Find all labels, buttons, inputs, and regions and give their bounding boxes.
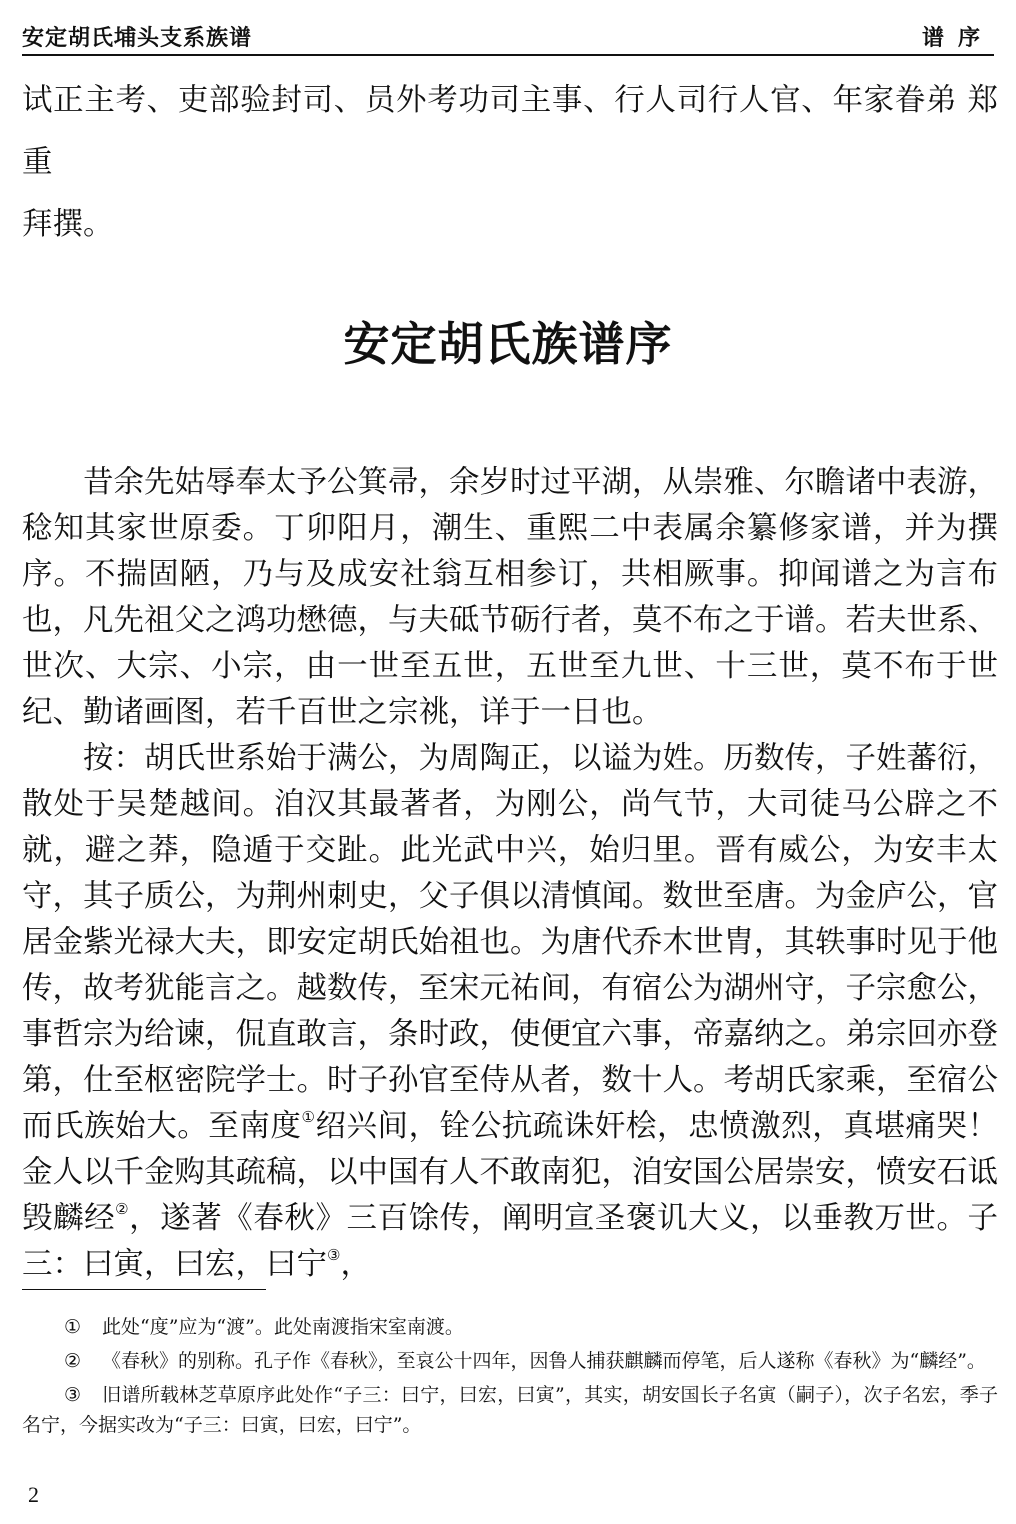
paragraph-2-part-a: 按：胡氏世系始于满公，为周陶正，以谥为姓。历数传，子姓蕃衍，散处于吴楚越间。洎汉其最著者，为刚公，尚气节，大司徒马公辟之不就，避之莽，隐遁于交趾。此光武中兴，始归里。晋有威公，为安丰太守，其子质公，为荆州刺史，父子俱以清慎闻。数世至唐。为金庐公，官居金紫光禄大夫，即安定胡氏始祖也。为唐代乔木世胄，其轶事时见于他传，故考犹能言之。越数传，至宋元祐间，有宿公为湖州守，子宗愈公，事哲宗为给谏，侃直敢言，条时政，使便宜六事，帝嘉纳之。弟宗回亦登第，仕至枢密院学士。时子孙官至侍从者，数十人。考胡氏家乘，至宿公而氏族始大。至南度: [22, 741, 998, 1144]
continuation-text: [22, 70, 998, 256]
footnote-2: [22, 1346, 998, 1376]
footnote-1-number: ①: [64, 1316, 82, 1338]
paragraph-1: 昔余先姑辱奉太予公箕帚，余岁时过平湖，从崇雅、尔瞻诸中表游，稔知其家世原委。丁卯阳月，潮生、重熙二中表属余纂修家谱，并为撰序。不揣固陋，乃与及成安社翁互相参订，共相厥事。抑闻谱之为言布也，凡先祖父之鸿功懋德，与夫砥节砺行者，莫不布之于谱。若夫世系、世次、大宗、小宗，由一世至五世，五世至九世、十三世，莫不布于世纪、勤诸画图，若千百世之宗祧，详于一日也。: [22, 465, 998, 730]
header-section: 谱序: [921, 25, 994, 51]
continuation-line-2: 拜撰。: [22, 207, 114, 242]
footnote-2-text: 《春秋》的别称。孔子作《春秋》，至哀公十四年，因鲁人捕获麒麟而停笔，后人遂称《春秋》为“麟经”。: [102, 1350, 986, 1372]
paragraph-2-part-b: 绍兴间，铨公抗疏诛奸桧，忠愤激烈，真堪痛哭！金人以千金购其疏稿，以中国有人不敢南犯，洎安国公居崇安，愤安石诋毁麟经: [22, 1109, 998, 1236]
paragraph-2: [22, 736, 998, 1288]
footnote-mark-3[interactable]: ③: [327, 1246, 341, 1264]
section-title: 安定胡氏族谱序: [343, 317, 673, 371]
footnotes: [22, 1312, 998, 1444]
footnote-3: [22, 1380, 998, 1440]
footnote-1-text: 此处“度”应为“渡”。此处南渡指宋室南渡。: [102, 1316, 464, 1338]
footnote-2-number: ②: [64, 1350, 82, 1372]
page-number: 2: [28, 1482, 39, 1507]
footnote-mark-2[interactable]: ②: [115, 1200, 130, 1218]
running-header: [22, 18, 994, 56]
footnote-mark-1[interactable]: ①: [301, 1108, 316, 1126]
paragraph-2-part-d: ，: [340, 1247, 371, 1282]
preface-body: [22, 460, 998, 1288]
header-book-title: 安定胡氏埔头支系族谱: [22, 25, 253, 51]
continuation-line-1: 试正主考、吏部验封司、员外考功司主事、行人司行人官、年家眷弟 郑重: [22, 83, 998, 180]
footnote-divider: [22, 1289, 266, 1290]
footnote-1: [22, 1312, 998, 1342]
footnote-3-text: 旧谱所载林芝草原序此处作“子三：曰宁，曰宏，曰寅”，其实，胡安国长子名寅（嗣子），次子名宏，季子名宁，今据实改为“子三：曰寅，曰宏，曰宁”。: [22, 1384, 998, 1436]
footnote-3-number: ③: [64, 1384, 82, 1406]
paragraph-2-part-c: ，遂著《春秋》三百馀传，阐明宣圣褒讥大义，以垂教万世。子三：曰寅，曰宏，曰宁: [22, 1201, 999, 1282]
